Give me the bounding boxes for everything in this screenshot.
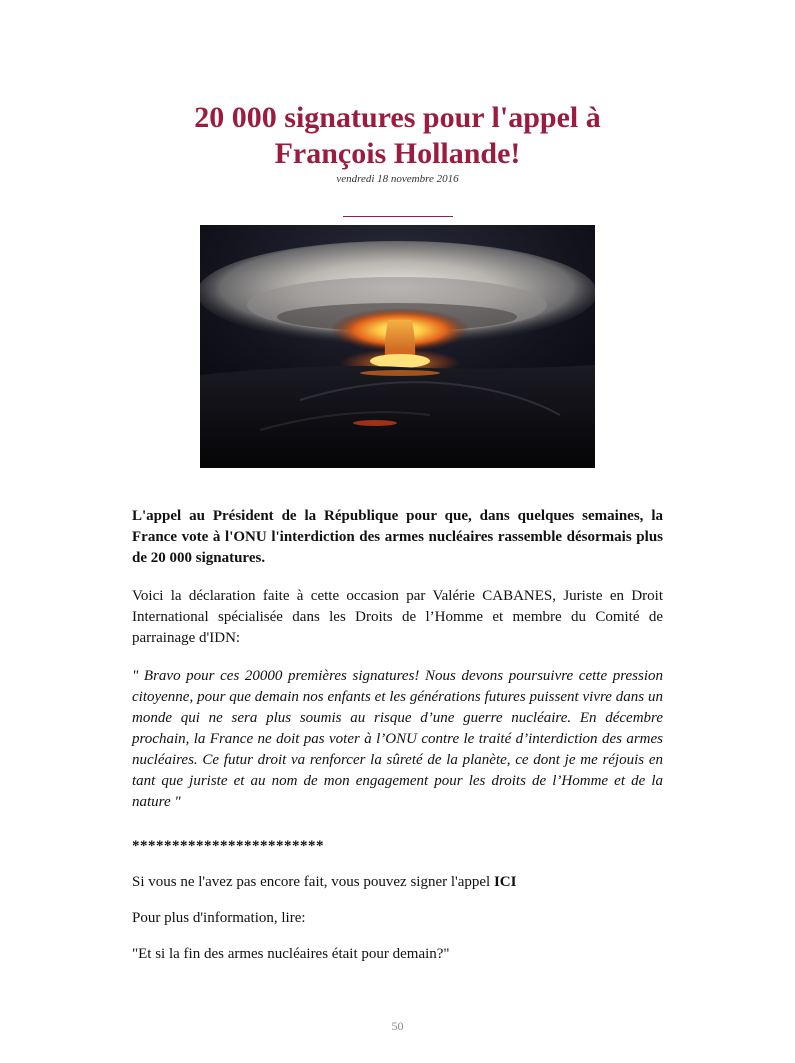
title-line-1: 20 000 signatures pour l'appel à — [194, 101, 601, 134]
title-divider — [343, 216, 453, 217]
quote-paragraph: " Bravo pour ces 20000 premières signatures! Nous devons poursuivre cette pression citoyenne, pour que demain nos enfants et les générations futures puissent vivre dans un monde qui ne sera plus soumis au risque d’une guerre nucléaire. En décembre prochain, la France ne doit pas voter à l’ONU contre le traité d’interdiction des armes nucléaires. Ce futur droit va renforcer la sûreté de la planète, ce dont je me réjouis en tant que juriste et au nom de mon engagement pour les droits de l’Homme et de la nature " — [132, 668, 663, 810]
page-title — [0, 100, 795, 172]
publication-date: vendredi 18 novembre 2016 — [336, 173, 459, 185]
page-number: 50 — [391, 1019, 404, 1033]
nuclear-explosion-image — [200, 225, 595, 468]
statement-intro-paragraph: Voici la déclaration faite à cette occasion par Valérie CABANES, Juriste en Droit International spécialisée dans les Droits de l’Homme et membre du Comité de parrainage d'IDN: — [132, 588, 663, 646]
more-info-paragraph: Pour plus d'information, lire: — [132, 910, 306, 926]
title-line-2: François Hollande! — [274, 137, 521, 170]
related-article-link[interactable]: "Et si la fin des armes nucléaires était pour demain?" — [132, 946, 450, 962]
separator-line: ************************ — [132, 838, 324, 854]
sign-link[interactable]: ICI — [493, 874, 517, 890]
sign-paragraph — [132, 872, 663, 893]
sign-text: Si vous ne l'avez pas encore fait, vous pouvez signer l'appel — [132, 874, 494, 890]
lead-paragraph: L'appel au Président de la République pour que, dans quelques semaines, la France vote à l'ONU l'interdiction des armes nucléaires rassemble désormais plus de 20 000 signatures. — [132, 508, 663, 566]
